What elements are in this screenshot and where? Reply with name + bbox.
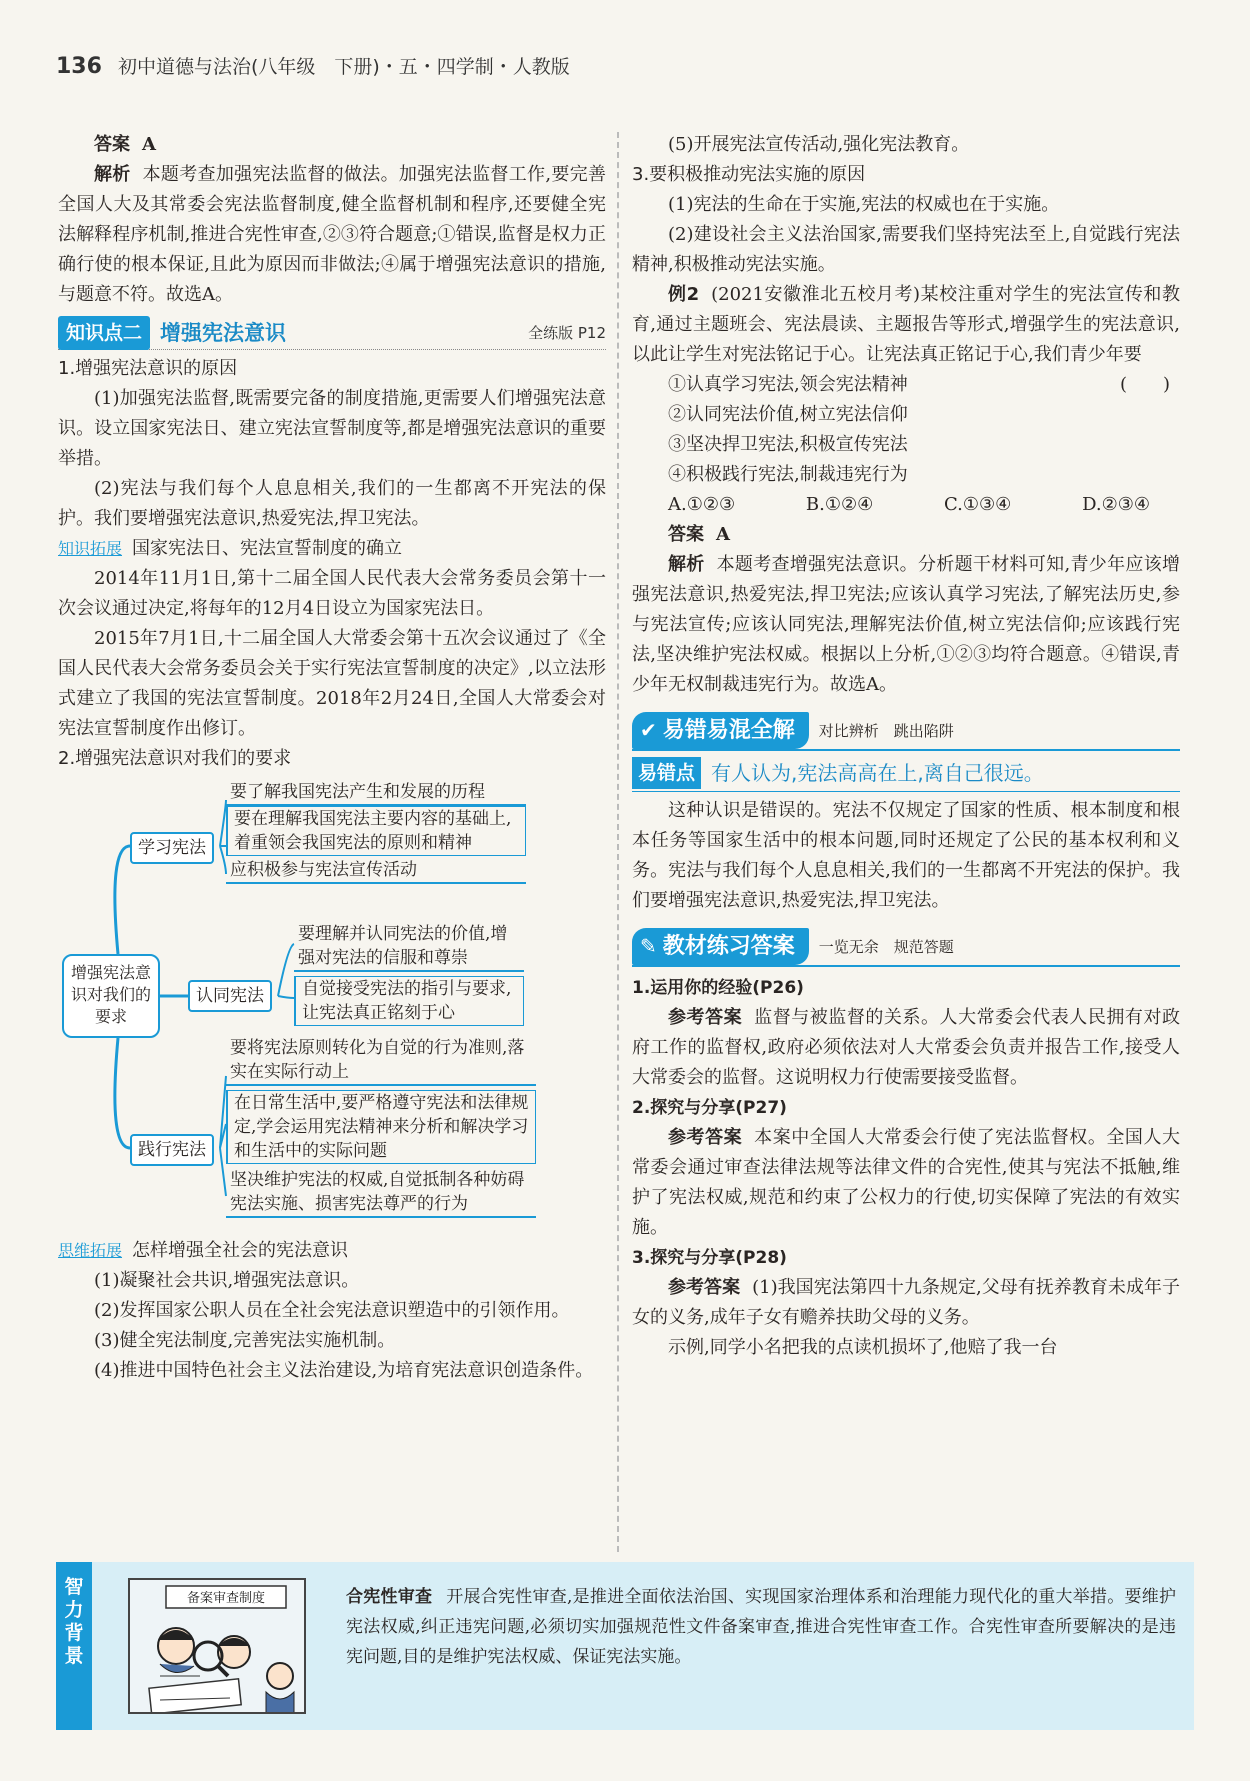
answer-value: A [142,134,156,155]
answer-blank: ( ) [1119,374,1170,395]
knowledge-point-header [58,316,606,350]
q3-text: (1)我国宪法第四十九条规定,父母有抚养教育未成年子女的义务,成年子女有赡养扶助父母的义务。 [632,1277,1181,1328]
section-mistakes-title: 易错易混全解 [662,718,795,743]
think-4: (4)推进中国特色社会主义法治建设,为培育宪法意识创造条件。 [94,1360,594,1381]
section-answers-sub: 一览无余 规范答题 [818,937,954,956]
mistake-point [632,757,1180,792]
box-side-label: 智力背景 [56,1562,92,1730]
leaf-practice-3: 坚决维护宪法的权威,自觉抵制各种妨碍宪法实施、损害宪法尊严的行为 [226,1168,536,1218]
think-1: (1)凝聚社会共识,增强宪法意识。 [94,1270,360,1291]
think-3: (3)健全宪法制度,完善宪法实施机制。 [94,1330,396,1351]
answer-2 [632,520,1180,550]
mistake-title: 有人认为,宪法高高在上,离自己很远。 [711,761,1044,785]
leaf-learn-3: 应积极参与宪法宣传活动 [226,858,526,884]
pen-icon: ✎ [640,934,657,958]
node-accept: 认同宪法 [188,980,272,1012]
section-answers-title: 教材练习答案 [662,934,795,959]
q1-text: 监督与被监督的关系。人大常委会代表人民拥有对政府工作的监督权,政府必须依法对人大常委会负责并报告工作,接受人大常委会的监督。这说明权力行使需要接受监督。 [632,1007,1180,1088]
book-title: 初中道德与法治(八年级 下册)・五・四学制・人教版 [117,56,570,78]
think-2: (2)发挥国家公职人员在全社会宪法意识塑造中的引领作用。 [94,1300,570,1321]
box-title: 合宪性审查 [346,1587,433,1607]
q3-answer [632,1273,1180,1333]
choice-b: B.①②④ [805,494,874,515]
node-learn: 学习宪法 [130,832,214,864]
answer-value: A [716,524,730,545]
cartoon-illustration [128,1578,306,1714]
q2-answer [632,1123,1180,1243]
ex-option-3: ③坚决捍卫宪法,积极宣传宪法 [668,434,908,455]
analysis-label: 解析 [94,164,131,185]
cartoon-sign: 备案审查制度 [186,1591,266,1606]
kp-tag: 知识点二 [58,316,150,350]
r-item-5: (5)开展宪法宣传活动,强化宪法教育。 [668,134,970,155]
ex-option-4: ④积极践行宪法,制裁违宪行为 [668,464,908,485]
section-mistakes-header [632,712,1180,751]
analysis-text: 本题考查加强宪法监督的做法。加强宪法监督工作,要完善全国人大及其常委会宪法监督制度,健全监督机制和程序,还要健全宪法解释程序机制,推进合宪性审查,②③符合题意;①错误,监督是权力正确行使的根本保证,且此为原因而非做法;④属于增强宪法意识的措施,与题意不符。故选A。 [58,164,606,305]
analysis-2 [632,550,1180,700]
thinking-heading [58,1236,606,1266]
ext-p2: 2015年7月1日,十二届全国人大常委会第十五次会议通过了《全国人民代表大会常务委员会关于实行宪法宣誓制度的决定》,以立法形式建立了我国的宪法宣誓制度。2018年2月24日,全国人大常委会对宪法宣誓制度作出修订。 [58,628,606,739]
section-answers-tag [632,928,809,965]
ext-tag: 知识拓展 [58,539,123,558]
right-column [632,130,1180,1363]
ref-answer-label: 参考答案 [668,1277,741,1298]
ex-choices [632,490,1180,520]
leaf-practice-1: 要将宪法原则转化为自觉的行为准则,落实在实际行动上 [226,1036,536,1086]
think-tag: 思维拓展 [58,1241,123,1260]
leaf-learn-1: 要了解我国宪法产生和发展的历程 [226,780,526,806]
q2-heading: 2.探究与分享(P27) [632,1098,787,1118]
ex-option-1: ①认真学习宪法,领会宪法精神 [668,374,908,395]
answer-label: 答案 [94,134,130,155]
box-body: 开展合宪性审查,是推进全面依法治国、实现国家治理体系和治理能力现代化的重大举措。要维护宪法权威,纠正违宪问题,必须切实加强规范性文件备案审查,推进合宪性审查工作。合宪性审查所要解决的是违宪问题,目的是维护宪法权威、保证宪法实施。 [346,1587,1176,1667]
section-mistakes-sub: 对比辨析 跳出陷阱 [818,721,954,740]
mind-map [58,776,606,1236]
analysis-label: 解析 [668,554,705,575]
choice-a: A.①②③ [668,494,736,515]
column-divider [617,132,619,1552]
mistake-tag: 易错点 [632,757,701,789]
background-knowledge-box [56,1562,1194,1730]
q1-answer [632,1003,1180,1093]
node-practice: 践行宪法 [130,1134,214,1166]
ref-answer-label: 参考答案 [668,1007,743,1028]
section-answers-header [632,928,1180,967]
example-text: (2021安徽淮北五校月考)某校注重对学生的宪法宣传和教育,通过主题班会、宪法晨读、主题报告等形式,增强学生的宪法意识,以此让学生对宪法铭记于心。让宪法真正铭记于心,我们青少年要 [632,284,1180,365]
reason-heading: 1.增强宪法意识的原因 [58,358,238,379]
r-heading-3: 3.要积极推动宪法实施的原因 [632,164,866,185]
kp-title: 增强宪法意识 [160,320,287,345]
box-text [346,1582,1176,1672]
leaf-accept-1: 要理解并认同宪法的价值,增强对宪法的信服和尊崇 [294,922,524,972]
choice-d: D.②③④ [1082,494,1150,515]
kp-ref: 全练版 P12 [528,323,606,342]
q3-heading: 3.探究与分享(P28) [632,1248,787,1268]
ext-p1: 2014年11月1日,第十二届全国人民代表大会常务委员会第十一次会议通过决定,将每年的12月4日设立为国家宪法日。 [58,568,606,619]
reason-p2: (2)宪法与我们每个人息息相关,我们的一生都离不开宪法的保护。我们要增强宪法意识,热爱宪法,捍卫宪法。 [58,478,606,529]
leaf-learn-2: 要在理解我国宪法主要内容的基础上,着重领会我国宪法的原则和精神 [226,806,526,856]
extension-heading [58,534,606,564]
reason-p1: (1)加强宪法监督,既需要完备的制度措施,更需要人们增强宪法意识。设立国家宪法日、建立宪法宣誓制度等,都是增强宪法意识的重要举措。 [58,388,606,469]
q3-example: 示例,同学小名把我的点读机损坏了,他赔了我一台 [668,1337,1058,1358]
mistake-text: 这种认识是错误的。宪法不仅规定了国家的性质、根本制度和根本任务等国家生活中的根本问题,同时还规定了公民的基本权利和义务。宪法与我们每个人息息相关,我们的一生都离不开宪法的保护。我们要增强宪法意识,热爱宪法,捍卫宪法。 [632,800,1180,911]
left-column [58,130,606,1386]
analysis-1 [58,160,606,310]
section-mistakes-tag [632,712,809,749]
r-item-2: (2)建设社会主义法治国家,需要我们坚持宪法至上,自觉践行宪法精神,积极推动宪法实施。 [632,224,1180,275]
page-header [56,52,570,79]
choice-c: C.①③④ [944,494,1012,515]
example-label: 例2 [668,284,700,305]
answer-1 [58,130,606,160]
mind-map-root: 增强宪法意识对我们的要求 [62,954,160,1038]
leaf-accept-2: 自觉接受宪法的指引与要求,让宪法真正铭刻于心 [294,976,524,1026]
ext-title: 国家宪法日、宪法宣誓制度的确立 [132,538,403,559]
page-number: 136 [56,54,102,79]
branch-learn [115,846,130,954]
leaf-practice-2: 在日常生活中,要严格遵守宪法和法律规定,学会运用宪法精神来分析和解决学习和生活中的实际问题 [226,1090,536,1164]
ex-option-2: ②认同宪法价值,树立宪法信仰 [668,404,908,425]
ref-answer-label: 参考答案 [668,1127,743,1148]
think-title: 怎样增强全社会的宪法意识 [132,1240,349,1261]
requirement-heading: 2.增强宪法意识对我们的要求 [58,748,292,769]
q2-text: 本案中全国人大常委会行使了宪法监督权。全国人大常委会通过审查法律法规等法律文件的合宪性,使其与宪法不抵触,维护了宪法权威,规范和约束了公权力的行使,切实保障了宪法的有效实施。 [632,1127,1180,1238]
q1-heading: 1.运用你的经验(P26) [632,978,804,998]
branch-practice [115,1038,130,1148]
answer-label: 答案 [668,524,704,545]
check-icon: ✔ [640,718,657,742]
analysis-text: 本题考查增强宪法意识。分析题干材料可知,青少年应该增强宪法意识,热爱宪法,捍卫宪法;应该认真学习宪法,了解宪法历史,参与宪法宣传;应该认同宪法,理解宪法价值,树立宪法信仰;应该践行宪法,坚决维护宪法权威。根据以上分析,①②③均符合题意。④错误,青少年无权制裁违宪行为。故选A。 [632,554,1180,695]
r-item-1: (1)宪法的生命在于实施,宪法的权威也在于实施。 [668,194,1060,215]
cartoon-svg [130,1580,306,1714]
